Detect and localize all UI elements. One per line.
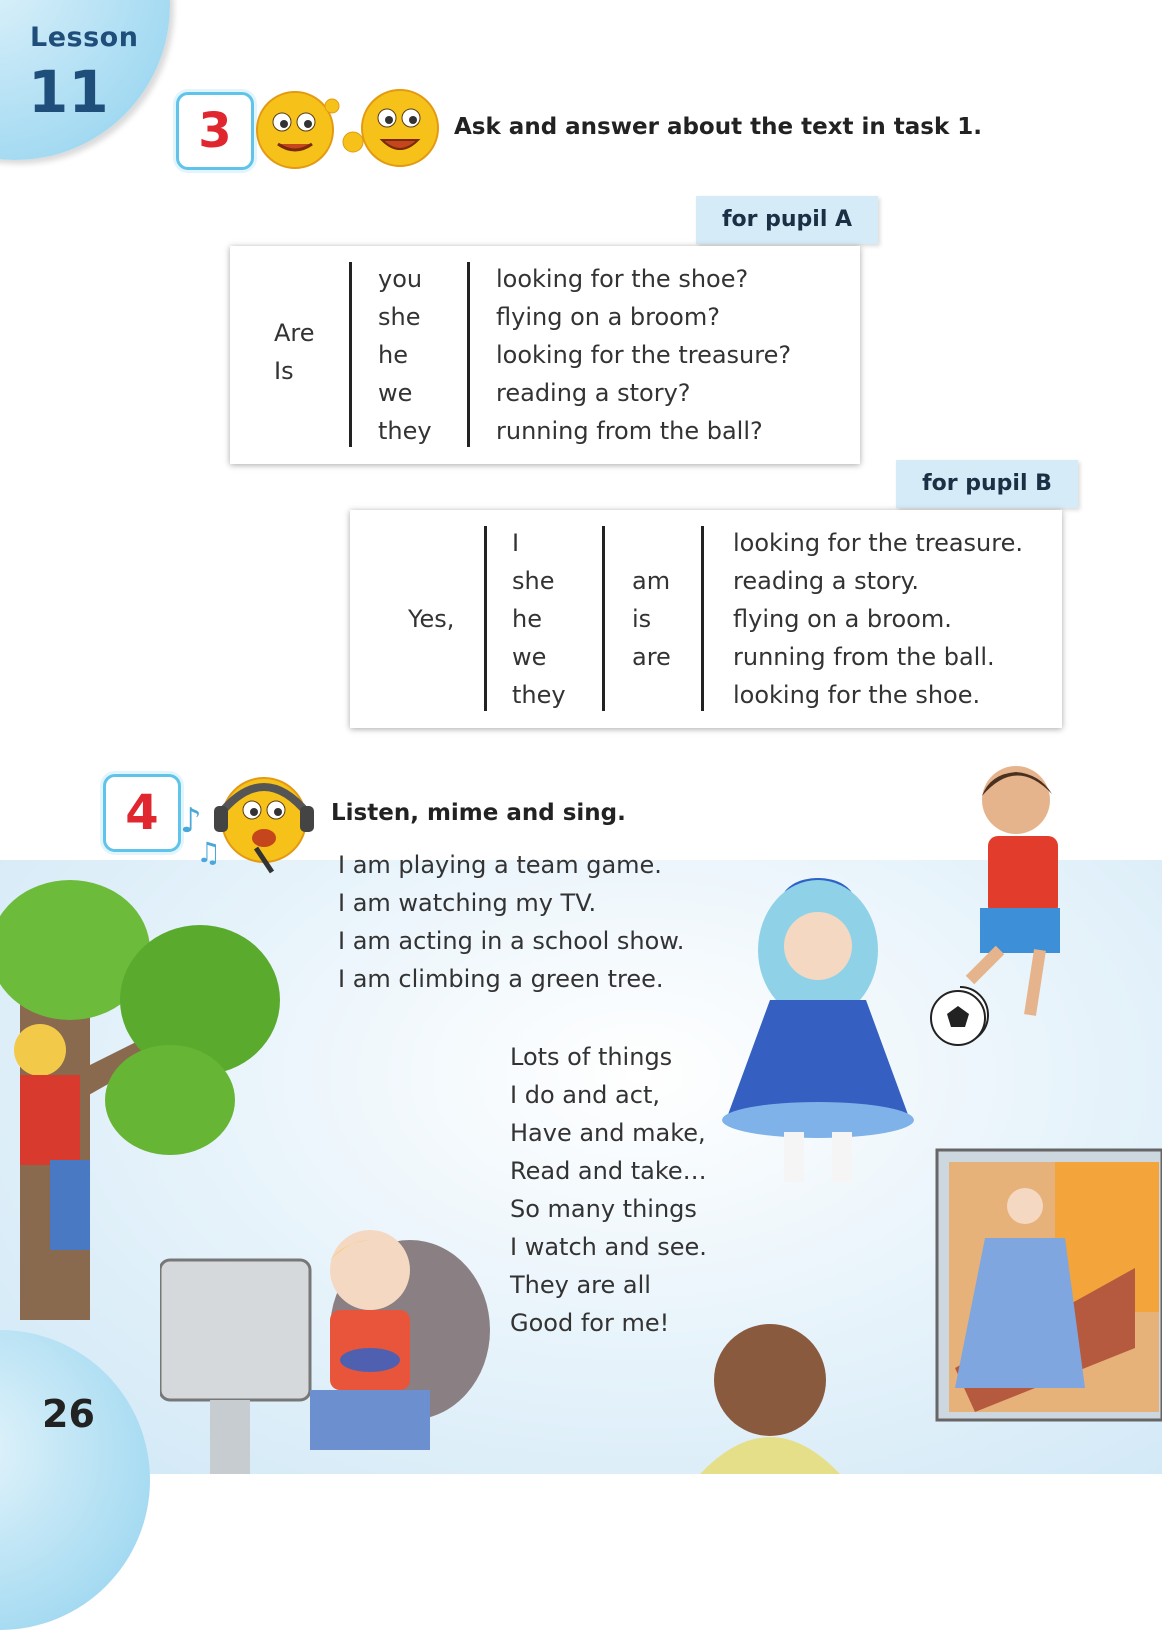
svg-text:♪: ♪ — [180, 801, 202, 841]
verse-line: Good for me! — [510, 1309, 670, 1337]
verse-line: Have and make, — [510, 1119, 706, 1147]
verse-line: They are all — [510, 1271, 651, 1299]
answer-yes: Yes, — [408, 605, 455, 633]
ending: flying on a broom? — [496, 303, 720, 331]
verse-line: I am acting in a school show. — [338, 927, 685, 955]
tv-screen-illustration — [935, 1148, 1162, 1428]
pupil-a-table — [230, 246, 860, 464]
task-number-4: 4 — [103, 774, 181, 852]
pupil-a-subjects — [378, 260, 432, 450]
subject: they — [512, 681, 566, 709]
divider — [602, 526, 605, 711]
verse-line: I watch and see. — [510, 1233, 707, 1261]
verse-line: So many things — [510, 1195, 697, 1223]
subject: we — [378, 379, 413, 407]
subject: he — [378, 341, 408, 369]
subject: you — [378, 265, 423, 293]
divider — [467, 262, 470, 447]
smiley-talking-icon — [250, 82, 445, 174]
ending: running from the ball? — [496, 417, 763, 445]
divider — [349, 262, 352, 447]
pupil-a-endings — [496, 260, 791, 450]
verse-line: Lots of things — [510, 1043, 673, 1071]
ending: looking for the shoe? — [496, 265, 749, 293]
soccer-ball-illustration — [928, 988, 988, 1048]
ending: reading a story? — [496, 379, 691, 407]
subject: he — [512, 605, 542, 633]
pupil-a-verbs — [274, 314, 315, 390]
verse-line: Read and take… — [510, 1157, 707, 1185]
task-number-3: 3 — [176, 92, 254, 170]
subject: she — [512, 567, 555, 595]
ending: looking for the treasure. — [733, 529, 1023, 557]
singing-smiley-icon — [176, 762, 316, 878]
subject: they — [378, 417, 432, 445]
subject: she — [378, 303, 421, 331]
pupil-b-tab: for pupil B — [896, 460, 1078, 508]
ending: looking for the treasure? — [496, 341, 792, 369]
verb: Is — [274, 357, 294, 385]
divider — [484, 526, 487, 711]
verse-line: I am playing a team game. — [338, 851, 662, 879]
verb: are — [632, 643, 671, 671]
verb: is — [632, 605, 652, 633]
verse-line: I am watching my TV. — [338, 889, 597, 917]
ending: reading a story. — [733, 567, 919, 595]
pupil-b-verbs — [632, 562, 671, 676]
verb: Are — [274, 319, 315, 347]
svg-text:♫: ♫ — [196, 836, 222, 869]
task-3-title: Ask and answer about the text in task 1. — [454, 114, 983, 140]
boy-playing-video-game-illustration — [160, 1230, 490, 1474]
pupil-a-tab: for pupil A — [696, 196, 878, 244]
task-4-title: Listen, mime and sing. — [331, 800, 626, 826]
ending: looking for the shoe. — [733, 681, 981, 709]
verse-line: I am climbing a green tree. — [338, 965, 664, 993]
girl-in-blue-dress-illustration — [700, 870, 930, 1210]
subject: I — [512, 529, 520, 557]
ending: running from the ball. — [733, 643, 995, 671]
pupil-b-subjects — [512, 524, 566, 714]
verse-line: I do and act, — [510, 1081, 660, 1109]
pupil-b-table — [350, 510, 1062, 728]
song-verse-2 — [510, 1038, 707, 1342]
ending: flying on a broom. — [733, 605, 952, 633]
lesson-label: Lesson — [30, 22, 139, 53]
verb: am — [632, 567, 671, 595]
subject: we — [512, 643, 547, 671]
lesson-number: 11 — [28, 58, 109, 126]
divider — [701, 526, 704, 711]
song-verse-1 — [338, 846, 684, 998]
girl-watching-tv-illustration — [700, 1300, 840, 1474]
pupil-b-endings — [733, 524, 1023, 714]
page-number: 26 — [42, 1392, 95, 1436]
